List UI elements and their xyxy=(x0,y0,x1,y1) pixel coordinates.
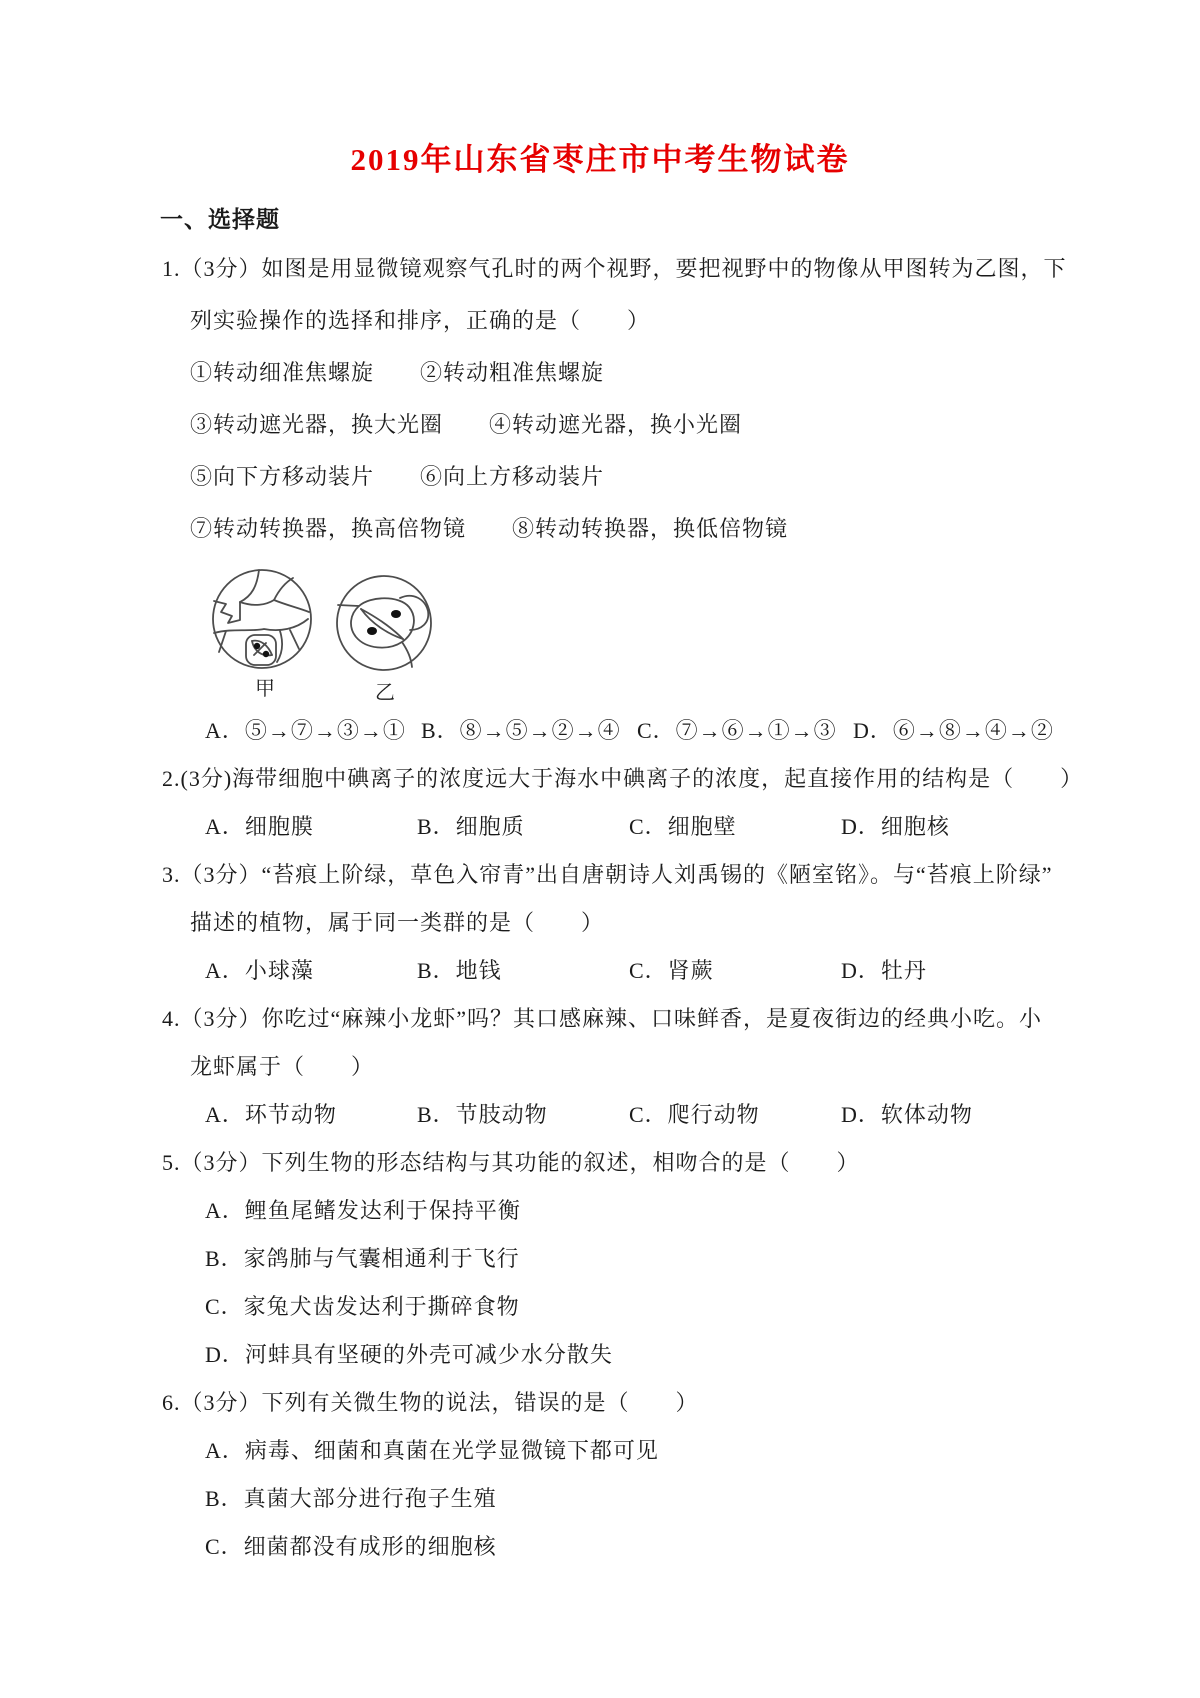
microscope-views-illustration xyxy=(160,559,460,705)
q2-option-b: B．细胞质 xyxy=(417,814,525,840)
q4-option-a: A．环节动物 xyxy=(205,1102,337,1128)
q1-option-d: D．⑥→⑧→④→② xyxy=(853,718,1054,744)
q6-option-c: C．细菌都没有成形的细胞核 xyxy=(205,1534,497,1560)
q4-option-d: D．软体动物 xyxy=(841,1102,973,1128)
page-title: 2019年山东省枣庄市中考生物试卷 xyxy=(350,142,850,177)
section-header-multiple-choice: 一、选择题 xyxy=(160,207,280,233)
q1-steps-line2: ③转动遮光器，换大光圈 ④转动遮光器，换小光圈 xyxy=(190,412,743,438)
q3-option-c: C．肾蕨 xyxy=(629,958,714,984)
q2-options-row xyxy=(205,803,1200,851)
q1-option-c: C．⑦→⑥→①→③ xyxy=(637,718,837,744)
q1-option-a: A．⑤→⑦→③→① xyxy=(205,718,406,744)
q3-option-b: B．地钱 xyxy=(417,958,502,984)
q5-stem-line1: 5.（3分）下列生物的形态结构与其功能的叙述，相吻合的是（ ） xyxy=(162,1150,860,1176)
q1-option-b: B．⑧→⑤→②→④ xyxy=(421,718,621,744)
q6-stem-line1: 6.（3分）下列有关微生物的说法，错误的是（ ） xyxy=(162,1390,699,1416)
q1-stem-line1: 1.（3分）如图是用显微镜观察气孔时的两个视野，要把视野中的物像从甲图转为乙图，下 xyxy=(162,256,1067,282)
q2-option-a: A．细胞膜 xyxy=(205,814,314,840)
q4-option-c: C．爬行动物 xyxy=(629,1102,760,1128)
q4-options-row xyxy=(205,1091,1200,1139)
q3-options-row xyxy=(205,947,1200,995)
q6-option-b: B．真菌大部分进行孢子生殖 xyxy=(205,1486,497,1512)
q5-option-c: C．家兔犬齿发达利于撕碎食物 xyxy=(205,1294,520,1320)
q1-options-row xyxy=(205,707,1200,755)
q3-stem-line1: 3.（3分）“苔痕上阶绿，草色入帘青”出自唐朝诗人刘禹锡的《陋室铭》。与“苔痕上阶绿” xyxy=(162,862,1053,888)
q2-option-c: C．细胞壁 xyxy=(629,814,737,840)
q2-option-d: D．细胞核 xyxy=(841,814,950,840)
q4-stem-line1: 4.（3分）你吃过“麻辣小龙虾”吗？其口感麻辣、口味鲜香，是夏夜街边的经典小吃。小 xyxy=(162,1006,1043,1032)
microscope-view-yi xyxy=(337,576,431,704)
q4-option-b: B．节肢动物 xyxy=(417,1102,548,1128)
q6-option-a: A．病毒、细菌和真菌在光学显微镜下都可见 xyxy=(205,1438,659,1464)
q1-steps-line3: ⑤向下方移动装片 ⑥向上方移动装片 xyxy=(190,464,605,490)
q5-option-a: A．鲤鱼尾鳍发达利于保持平衡 xyxy=(205,1198,521,1224)
q1-figure xyxy=(160,559,1200,705)
q3-option-d: D．牡丹 xyxy=(841,958,927,984)
figure-label-jia: 甲 xyxy=(255,678,275,701)
q2-stem-line1: 2.(3分)海带细胞中碘离子的浓度远大于海水中碘离子的浓度，起直接作用的结构是（ ） xyxy=(162,766,1084,792)
figure-label-yi: 乙 xyxy=(375,682,395,705)
q5-option-d: D．河蚌具有坚硬的外壳可减少水分散失 xyxy=(205,1342,613,1368)
q4-stem-line2: 龙虾属于（ ） xyxy=(190,1054,375,1080)
q5-option-b: B．家鸽肺与气囊相通利于飞行 xyxy=(205,1246,520,1272)
q3-option-a: A．小球藻 xyxy=(205,958,314,984)
q1-steps-line4: ⑦转动转换器，换高倍物镜 ⑧转动转换器，换低倍物镜 xyxy=(190,516,789,542)
q1-steps-line1: ①转动细准焦螺旋 ②转动粗准焦螺旋 xyxy=(190,360,605,386)
q1-stem-line2: 列实验操作的选择和排序，正确的是（ ） xyxy=(190,308,651,334)
q3-stem-line2: 描述的植物，属于同一类群的是（ ） xyxy=(190,910,605,936)
microscope-view-jia xyxy=(213,570,311,700)
